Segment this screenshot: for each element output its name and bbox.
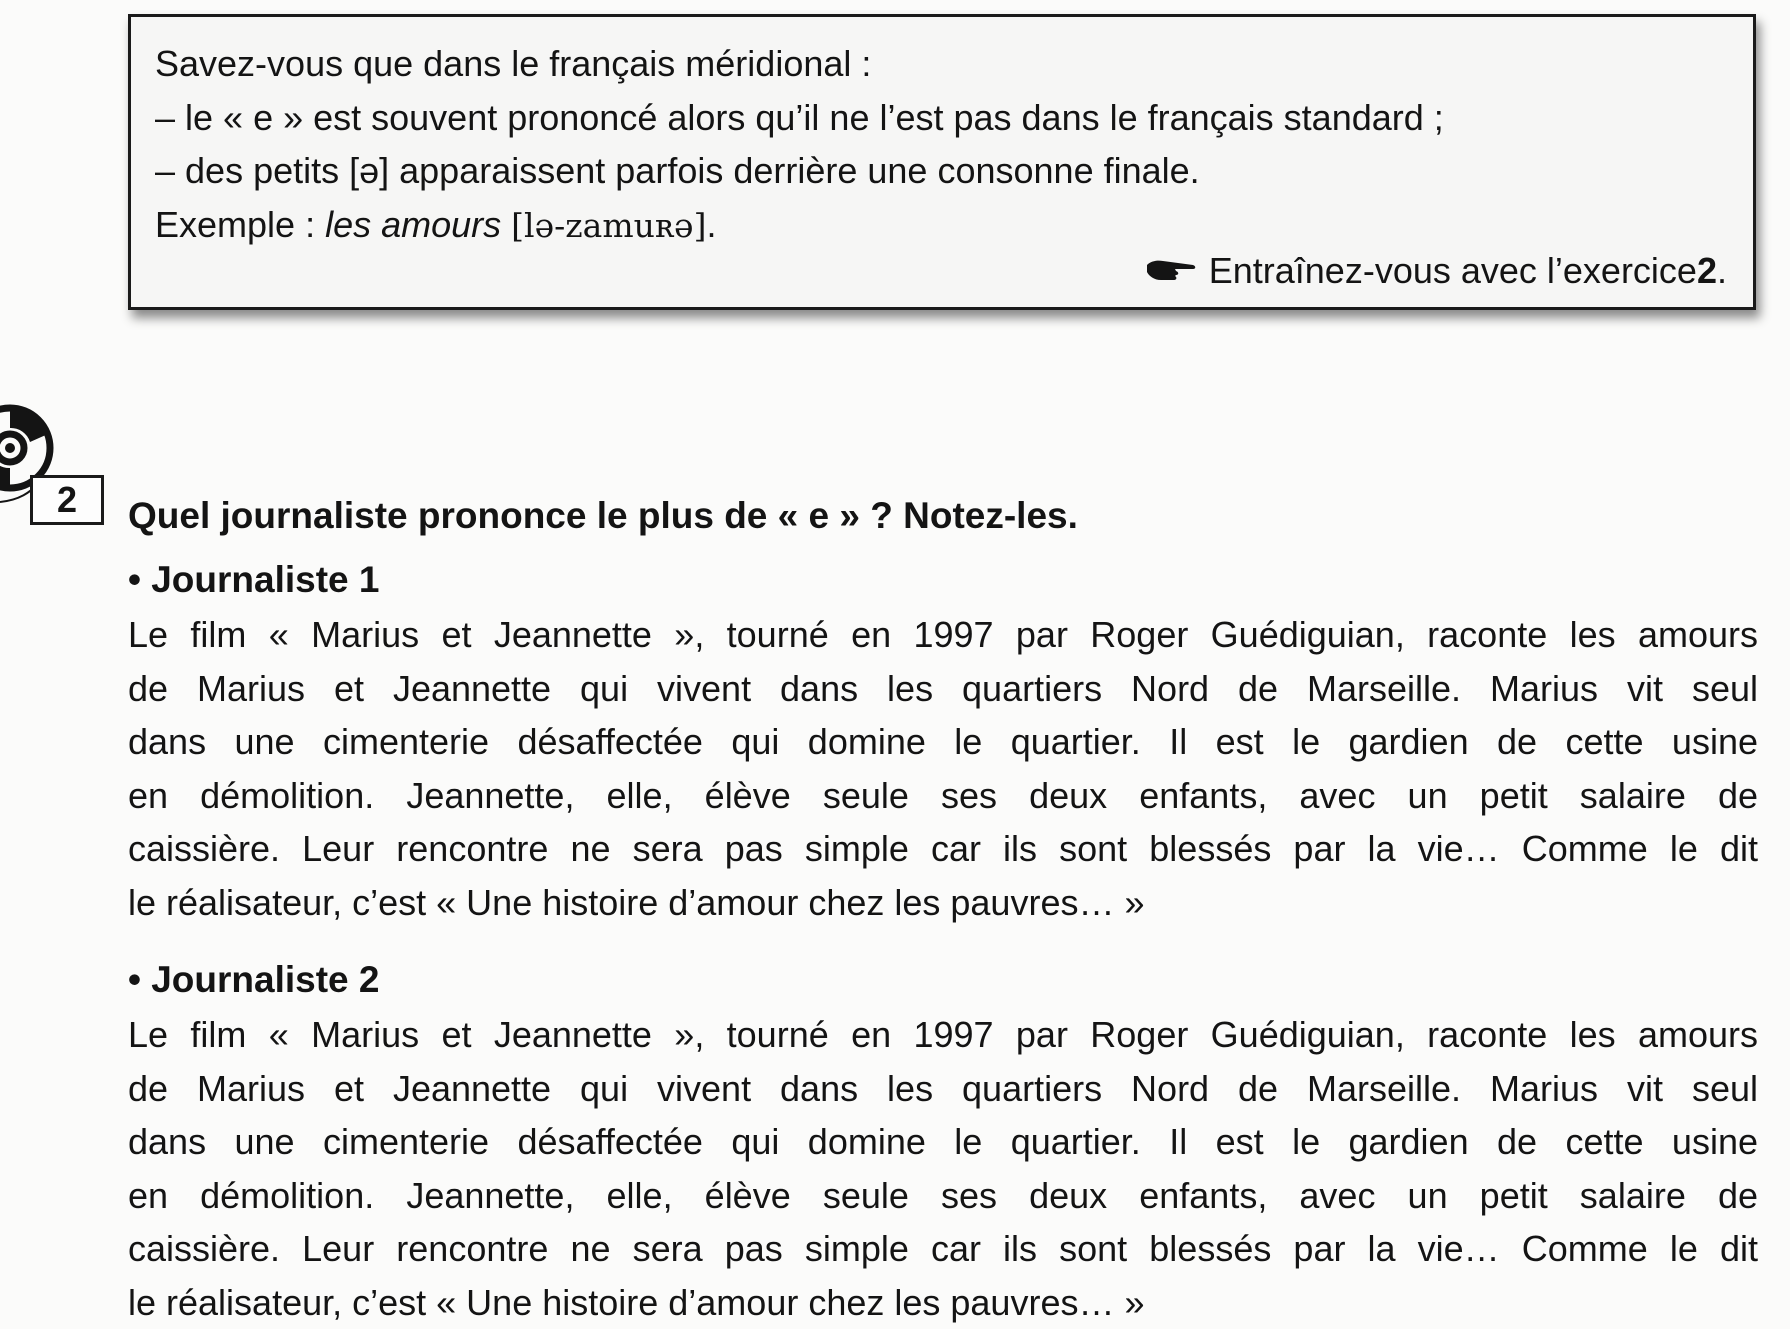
info-line: Savez-vous que dans le français méridional : (155, 37, 1729, 91)
passage-line: en démolition. Jeannette, elle, élève seule ses deux enfants, avec un petit salaire de (128, 769, 1758, 823)
exercise-number: 2 (30, 475, 104, 525)
passage-line: de Marius et Jeannette qui vivent dans les quartiers Nord de Marseille. Marius vit seul (128, 662, 1758, 716)
passage-line: Le film « Marius et Jeannette », tourné en 1997 par Roger Guédiguian, raconte les amours (128, 1008, 1758, 1062)
journalist-2-heading: • Journaliste 2 (128, 953, 379, 1007)
journalist-1-passage (128, 608, 1758, 929)
passage-line: dans une cimenterie désaffectée qui domine le quartier. Il est le gardien de cette usine (128, 715, 1758, 769)
info-line: – des petits [ə] apparaissent parfois derrière une consonne finale. (155, 144, 1729, 198)
passage-line: caissière. Leur rencontre ne sera pas simple car ils sont blessés par la vie… Comme le dit (128, 822, 1758, 876)
cross-reference (1145, 244, 1727, 298)
example-prefix: Exemple : (155, 204, 325, 245)
info-box (128, 14, 1756, 310)
passage-line: dans une cimenterie désaffectée qui domine le quartier. Il est le gardien de cette usine (128, 1115, 1758, 1169)
cross-ref-number: 2 (1697, 244, 1717, 298)
example-suffix: . (706, 204, 716, 245)
journalist-1-heading: • Journaliste 1 (128, 553, 379, 607)
passage-line: en démolition. Jeannette, elle, élève seule ses deux enfants, avec un petit salaire de (128, 1169, 1758, 1223)
passage-line: de Marius et Jeannette qui vivent dans les quartiers Nord de Marseille. Marius vit seul (128, 1062, 1758, 1116)
cross-ref-text: Entraînez-vous avec l’exercice (1209, 244, 1697, 298)
exercise-question: Quel journaliste prononce le plus de « e » ? Notez-les. (128, 489, 1078, 543)
info-line: – le « e » est souvent prononcé alors qu’il ne l’est pas dans le français standard ; (155, 91, 1729, 145)
passage-line: le réalisateur, c’est « Une histoire d’amour chez les pauvres… » (128, 1276, 1758, 1329)
example-word: les amours (325, 204, 501, 245)
pointing-hand-icon (1145, 244, 1197, 298)
passage-line: le réalisateur, c’est « Une histoire d’amour chez les pauvres… » (128, 876, 1758, 930)
passage-line: Le film « Marius et Jeannette », tourné en 1997 par Roger Guédiguian, raconte les amours (128, 608, 1758, 662)
example-phonetic: [lə-zamuʀə] (511, 206, 706, 245)
cross-ref-end: . (1717, 244, 1727, 298)
passage-line: caissière. Leur rencontre ne sera pas simple car ils sont blessés par la vie… Comme le dit (128, 1222, 1758, 1276)
journalist-2-passage (128, 1008, 1758, 1329)
